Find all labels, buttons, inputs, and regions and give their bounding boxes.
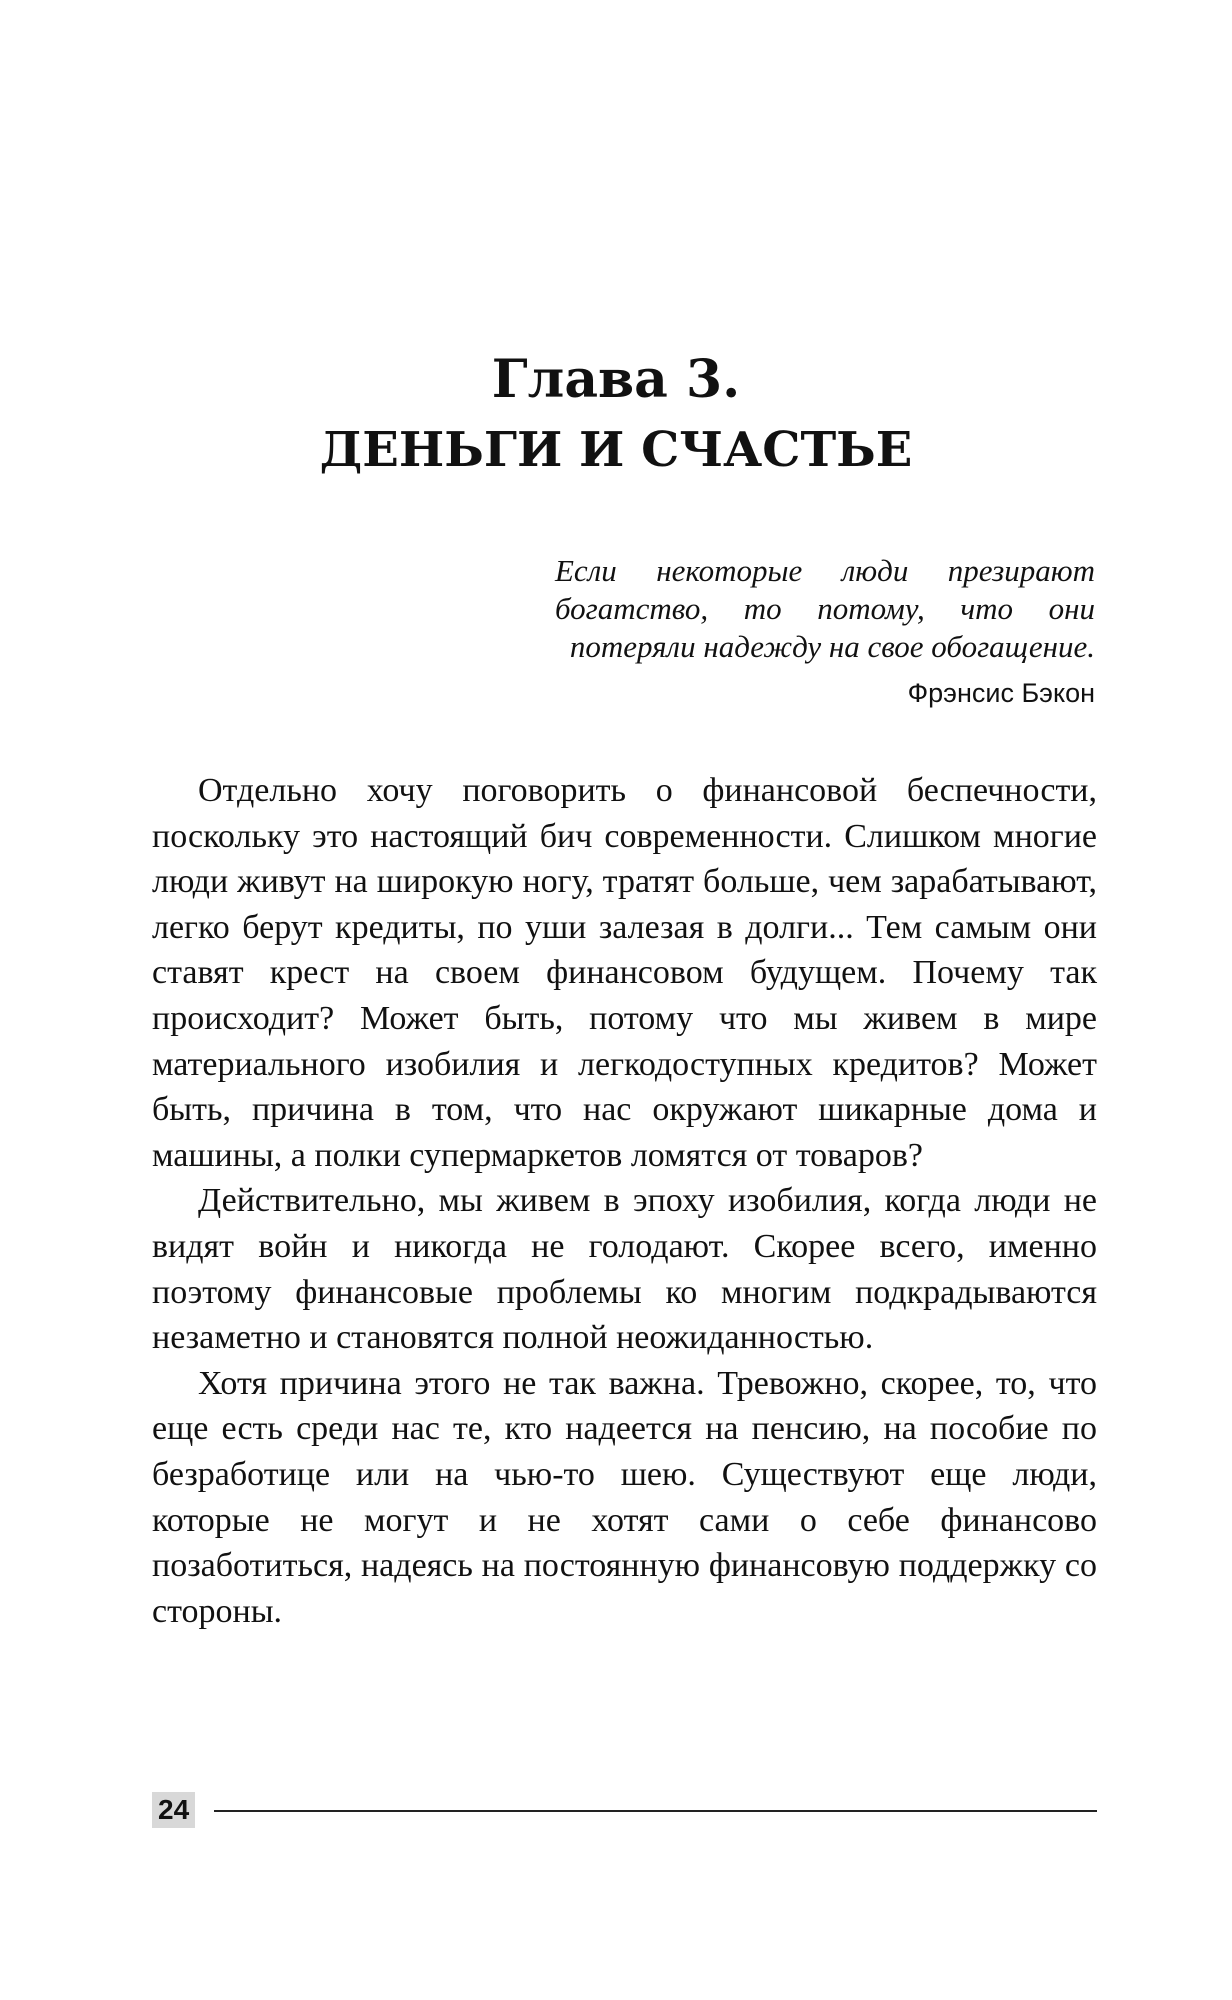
chapter-title: ДЕНЬГИ И СЧАСТЬЕ bbox=[319, 422, 913, 478]
epigraph-author: Фрэнсис Бэкон bbox=[907, 678, 1095, 708]
chapter-number: Глава 3. bbox=[491, 349, 741, 410]
epigraph bbox=[555, 552, 1095, 712]
page-footer bbox=[152, 1792, 1097, 1828]
paragraph: Отдельно хочу поговорить о финансовой беспечности, поскольку это настоящий бич современности. Слишком многие люди живут на широкую ногу, тратят больше, чем зарабатывают, легко берут кредиты, по уши залезая в долги... Тем самым они ставят крест на своем финансовом будущем. Почему так происходит? Может быть, потому что мы живем в мире материального изобилия и легкодоступных кредитов? Может быть, причина в том, что нас окружают шикарные дома и машины, а полки супермаркетов ломятся от товаров? bbox=[152, 772, 1097, 1174]
page-number: 24 bbox=[152, 1792, 195, 1828]
body-text bbox=[152, 768, 1097, 1634]
epigraph-quote: Если некоторые люди презирают богатство, то потому, что они потеряли надежду на свое обогащение. bbox=[555, 553, 1095, 664]
paragraph: Действительно, мы живем в эпоху изобилия, когда люди не видят войн и никогда не голодают. Скорее всего, именно поэтому финансовые проблемы ко многим подкрадываются незаметно и становятся полной неожиданностью. bbox=[152, 1182, 1097, 1357]
footer-rule bbox=[214, 1810, 1097, 1812]
chapter-heading bbox=[0, 345, 1232, 485]
paragraph: Хотя причина этого не так важна. Тревожно, скорее, то, что еще есть среди нас те, кто надеется на пенсию, на пособие по безработице или на чью-то шею. Существуют еще люди, которые не могут и не хотят сами о себе финансово позаботиться, надеясь на постоянную финансовую поддержку со стороны. bbox=[152, 1364, 1097, 1630]
